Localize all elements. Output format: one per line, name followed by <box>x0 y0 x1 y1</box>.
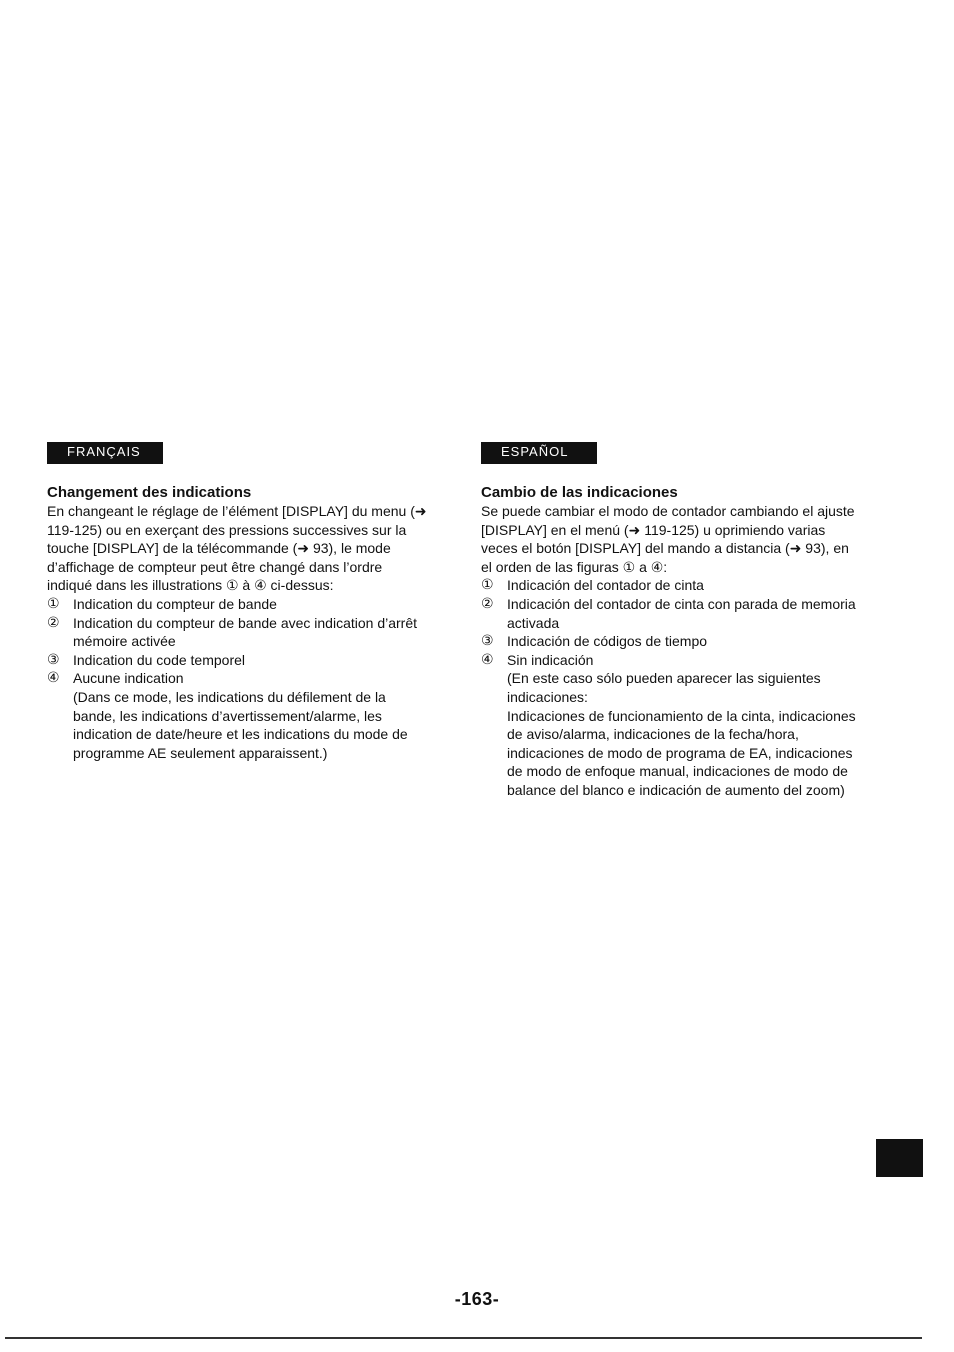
circled-number-2: ② <box>481 595 494 612</box>
list-item <box>47 614 427 651</box>
circled-number-1: ① <box>47 595 60 612</box>
circled-number-3: ③ <box>47 651 60 668</box>
note-paragraph-fr: (Dans ce mode, les indications du défilement de la bande, les indications d’avertissement/alarme, les indication de date/heure et les indications du mode de programme AE seulement apparaissent.) <box>73 688 408 761</box>
list-item-text: Sin indicación <box>507 651 594 668</box>
circled-number-2: ② <box>47 614 60 631</box>
note-paragraph-es-1: (En este caso sólo pueden aparecer las siguientes indicaciones: <box>507 670 821 705</box>
circled-number-1: ① <box>481 577 494 594</box>
page-number: -163- <box>454 1289 500 1309</box>
list-item <box>47 669 427 688</box>
list-item-text: Indication du compteur de bande avec indication d’arrêt mémoire activée <box>73 614 417 650</box>
espanol-column <box>481 442 861 800</box>
language-tag-francais: FRANÇAIS <box>47 442 163 464</box>
list-item-text: Indicación de códigos de tiempo <box>507 633 708 650</box>
list-item-text: Aucune indication <box>73 670 184 687</box>
circled-number-3: ③ <box>481 633 494 650</box>
list-item-text: Indication du code temporel <box>73 651 245 668</box>
list-item-text: Indication du compteur de bande <box>73 595 277 612</box>
note-paragraph-es-2: Indicaciones de funcionamiento de la cinta, indicaciones de aviso/alarma, indicaciones de la fecha/hora, indicaciones de modo de programa de EA, indicaciones de modo de enfoque manual, indicaciones de modo de balance del blanco e indicación de aumento del zoom) <box>507 707 856 798</box>
language-tag-espanol: ESPAÑOL <box>481 442 597 464</box>
list-item <box>481 632 861 651</box>
circled-number-4: ④ <box>481 651 494 668</box>
footer-rule <box>5 1337 922 1339</box>
circled-number-4: ④ <box>47 670 60 687</box>
list-item <box>47 651 427 670</box>
list-item <box>481 576 861 595</box>
intro-paragraph-fr: En changeant le réglage de l’élément [DISPLAY] du menu (➜ 119-125) ou en exerçant des pressions successives sur la touche [DISPLAY] de la télécommande (➜ 93), le mode d’affichage de compteur peut être changé dans l’ordre indiqué dans les illustrations ① à ④ ci-dessus: <box>47 503 427 594</box>
list-item-text: Indicación del contador de cinta con parada de memoria activada <box>507 595 856 631</box>
intro-paragraph-es: Se puede cambiar el modo de contador cambiando el ajuste [DISPLAY] en el menú (➜ 119-125) u oprimiendo varias veces el botón [DISPLAY] del mando a distancia (➜ 93), en el orden de las figuras ① a ④: <box>481 503 855 575</box>
list-item <box>47 595 427 614</box>
section-index-tab <box>876 1139 923 1177</box>
list-item <box>481 651 861 670</box>
section-heading-fr: Changement des indications <box>47 484 252 501</box>
list-item-text: Indicación del contador de cinta <box>507 577 704 594</box>
francais-column <box>47 442 427 762</box>
list-item <box>481 595 861 632</box>
section-heading-es: Cambio de las indicaciones <box>481 484 678 501</box>
